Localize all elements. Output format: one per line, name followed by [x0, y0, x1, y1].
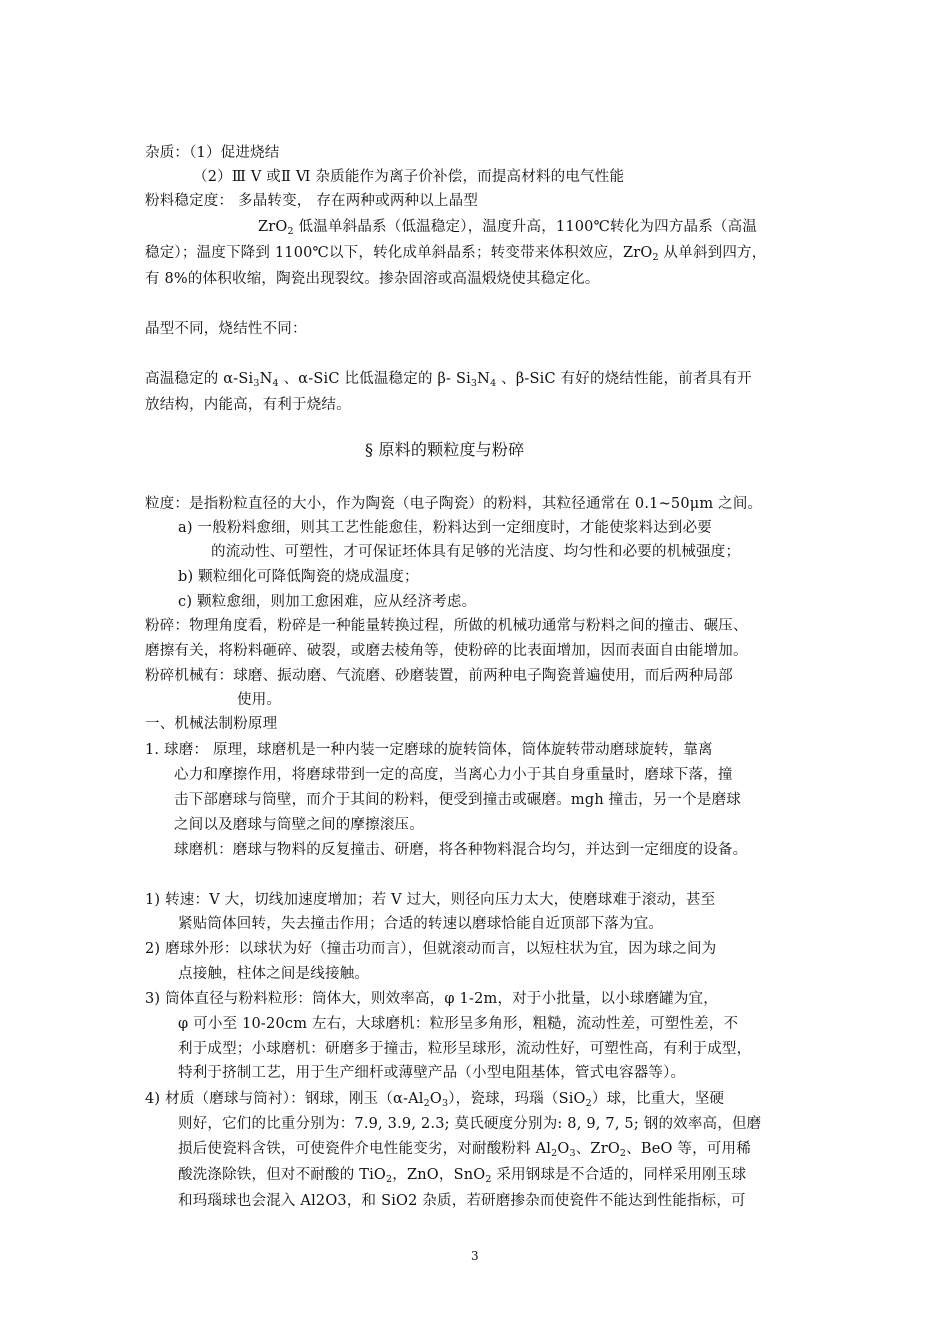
text-line: 则好，它们的比重分别为：7.9, 3.9, 2.3; 莫氏硬度分别为: 8, 9, 7, 5; 钢的效率高，但磨: [178, 1116, 762, 1132]
text-line: 粉料稳定度： 多晶转变， 存在两种或两种以上晶型: [145, 193, 479, 209]
text-line: 的流动性、可塑性，才可保证坯体具有足够的光洁度、均匀性和必要的机械强度；: [211, 544, 741, 560]
text-line: 点接触，柱体之间是线接触。: [178, 966, 370, 982]
list-item: 1) 转速：V 大，切线加速度增加；若 V 过大，则径向压力太大，使磨球难于滚动，甚至: [145, 892, 716, 908]
text-line: 放结构，内能高，有利于烧结。: [145, 397, 351, 413]
text-line: 粉碎机械有：球磨、振动磨、气流磨、砂磨装置，前两种电子陶瓷普遍使用，而后两种局部: [145, 668, 733, 684]
text-line: （2）Ⅲ Ⅴ 或Ⅱ Ⅵ 杂质能作为离子价补偿，而提高材料的电气性能: [193, 169, 625, 185]
text-line: 损后使瓷料含铁，可使瓷件介电性能变劣，对耐酸粉料 $Al_2O_3$、ZrO$_2$、BeO 等，可用稀: [178, 1141, 751, 1159]
page-number: 3: [471, 1249, 479, 1263]
text-line: 磨擦有关，将粉料砸碎、破裂，或磨去棱角等，使粉碎的比表面增加，因而表面自由能增加。: [145, 643, 748, 659]
list-item: 1. 球磨： 原理，球磨机是一种内装一定磨球的旋转筒体，筒体旋转带动磨球旋转，靠离: [145, 742, 713, 758]
list-item: 2) 磨球外形：以球状为好（撞击功而言），但就滚动而言，以短柱状为宜，因为球之间为: [145, 941, 717, 957]
list-item: 3) 筒体直径与粉料粒形：筒体大，则效率高，φ 1-2m，对于小批量，以小球磨罐为宜，: [145, 991, 718, 1007]
text-line: 酸洗涤除铁，但对不耐酸的 TiO$_2$，ZnO，SnO$_2$ 采用钢球是不合适的，同样采用刚玉球: [178, 1167, 747, 1185]
text-line: 使用。: [237, 692, 282, 708]
text-line: 晶型不同，烧结性不同：: [145, 321, 307, 337]
text-line: 粒度：是指粉粒直径的大小，作为陶瓷（电子陶瓷）的粉料，其粒径通常在 0.1~50μm 之间。: [145, 496, 763, 512]
text-line: 杂质：（1）促进烧结: [145, 145, 280, 161]
text-line: 心力和摩擦作用，将磨球带到一定的高度，当离心力小于其自身重量时，磨球下落，撞: [174, 767, 733, 783]
list-item: c) 颗粒愈细，则加工愈困难，应从经济考虑。: [178, 594, 477, 610]
text-line: 特利于挤制工艺，用于生产细杆或薄壁产品（小型电阻基体，管式电容器等）。: [178, 1065, 686, 1081]
text-line: 有 8%的体积收缩，陶瓷出现裂纹。掺杂固溶或高温煅烧使其稳定化。: [145, 271, 600, 287]
text-line: ZrO$_2$ 低温单斜晶系（低温稳定），温度升高，1100℃转化为四方晶系（高温: [258, 219, 758, 237]
text-line: 稳定）；温度下降到 1100℃以下，转化成单斜晶系；转变带来体积效应，ZrO$_2$ 从单斜到四方，: [145, 245, 767, 263]
text-line: 紧贴筒体回转，失去撞击作用；合适的转速以磨球恰能自近顶部下落为宜。: [178, 916, 664, 932]
text-line: 之间以及磨球与筒壁之间的摩擦滚压。: [174, 817, 424, 833]
text-line: 和玛瑙球也会混入 Al2O3，和 SiO2 杂质，若研磨掺杂而使瓷件不能达到性能指标，可: [178, 1193, 746, 1209]
section-heading: § 原料的颗粒度与粉碎: [365, 440, 525, 459]
text-line: 粉碎：物理角度看，粉碎是一种能量转换过程，所做的机械功通常与粉料之间的撞击、碾压、: [145, 618, 748, 634]
subheading: 一、机械法制粉原理: [145, 716, 278, 732]
text-line: φ 可小至 10-20cm 左右，大球磨机：粒形呈多角形，粗糙，流动性差，可塑性差，不: [178, 1016, 739, 1032]
text-line: 球磨机：磨球与物料的反复撞击、研磨，将各种物料混合均匀，并达到一定细度的设备。: [174, 842, 748, 858]
list-item: 4) 材质（磨球与筒衬）：钢球，刚玉$(\alpha-Al_2O_3)$，瓷球，玛瑙（SiO$_2$）球，比重大，坚硬: [145, 1091, 725, 1109]
text-line: 高温稳定的 $\alpha-Si_3N_4$ 、α-SiC 比低温稳定的 β- $Si_3N_4$ 、β-SiC 有好的烧结性能，前者具有开: [145, 371, 752, 389]
text-line: 利于成型；小球磨机：研磨多于撞击，粒形呈球形，流动性好，可塑性高，有利于成型，: [178, 1041, 752, 1057]
list-item: a) 一般粉料愈细，则其工艺性能愈佳，粉料达到一定细度时，才能使浆料达到必要: [178, 520, 713, 536]
text-line: 击下部磨球与筒壁，而介于其间的粉料，便受到撞击或碾磨。mgh 撞击，另一个是磨球: [174, 792, 741, 808]
list-item: b) 颗粒细化可降低陶瓷的烧成温度；: [178, 569, 419, 585]
